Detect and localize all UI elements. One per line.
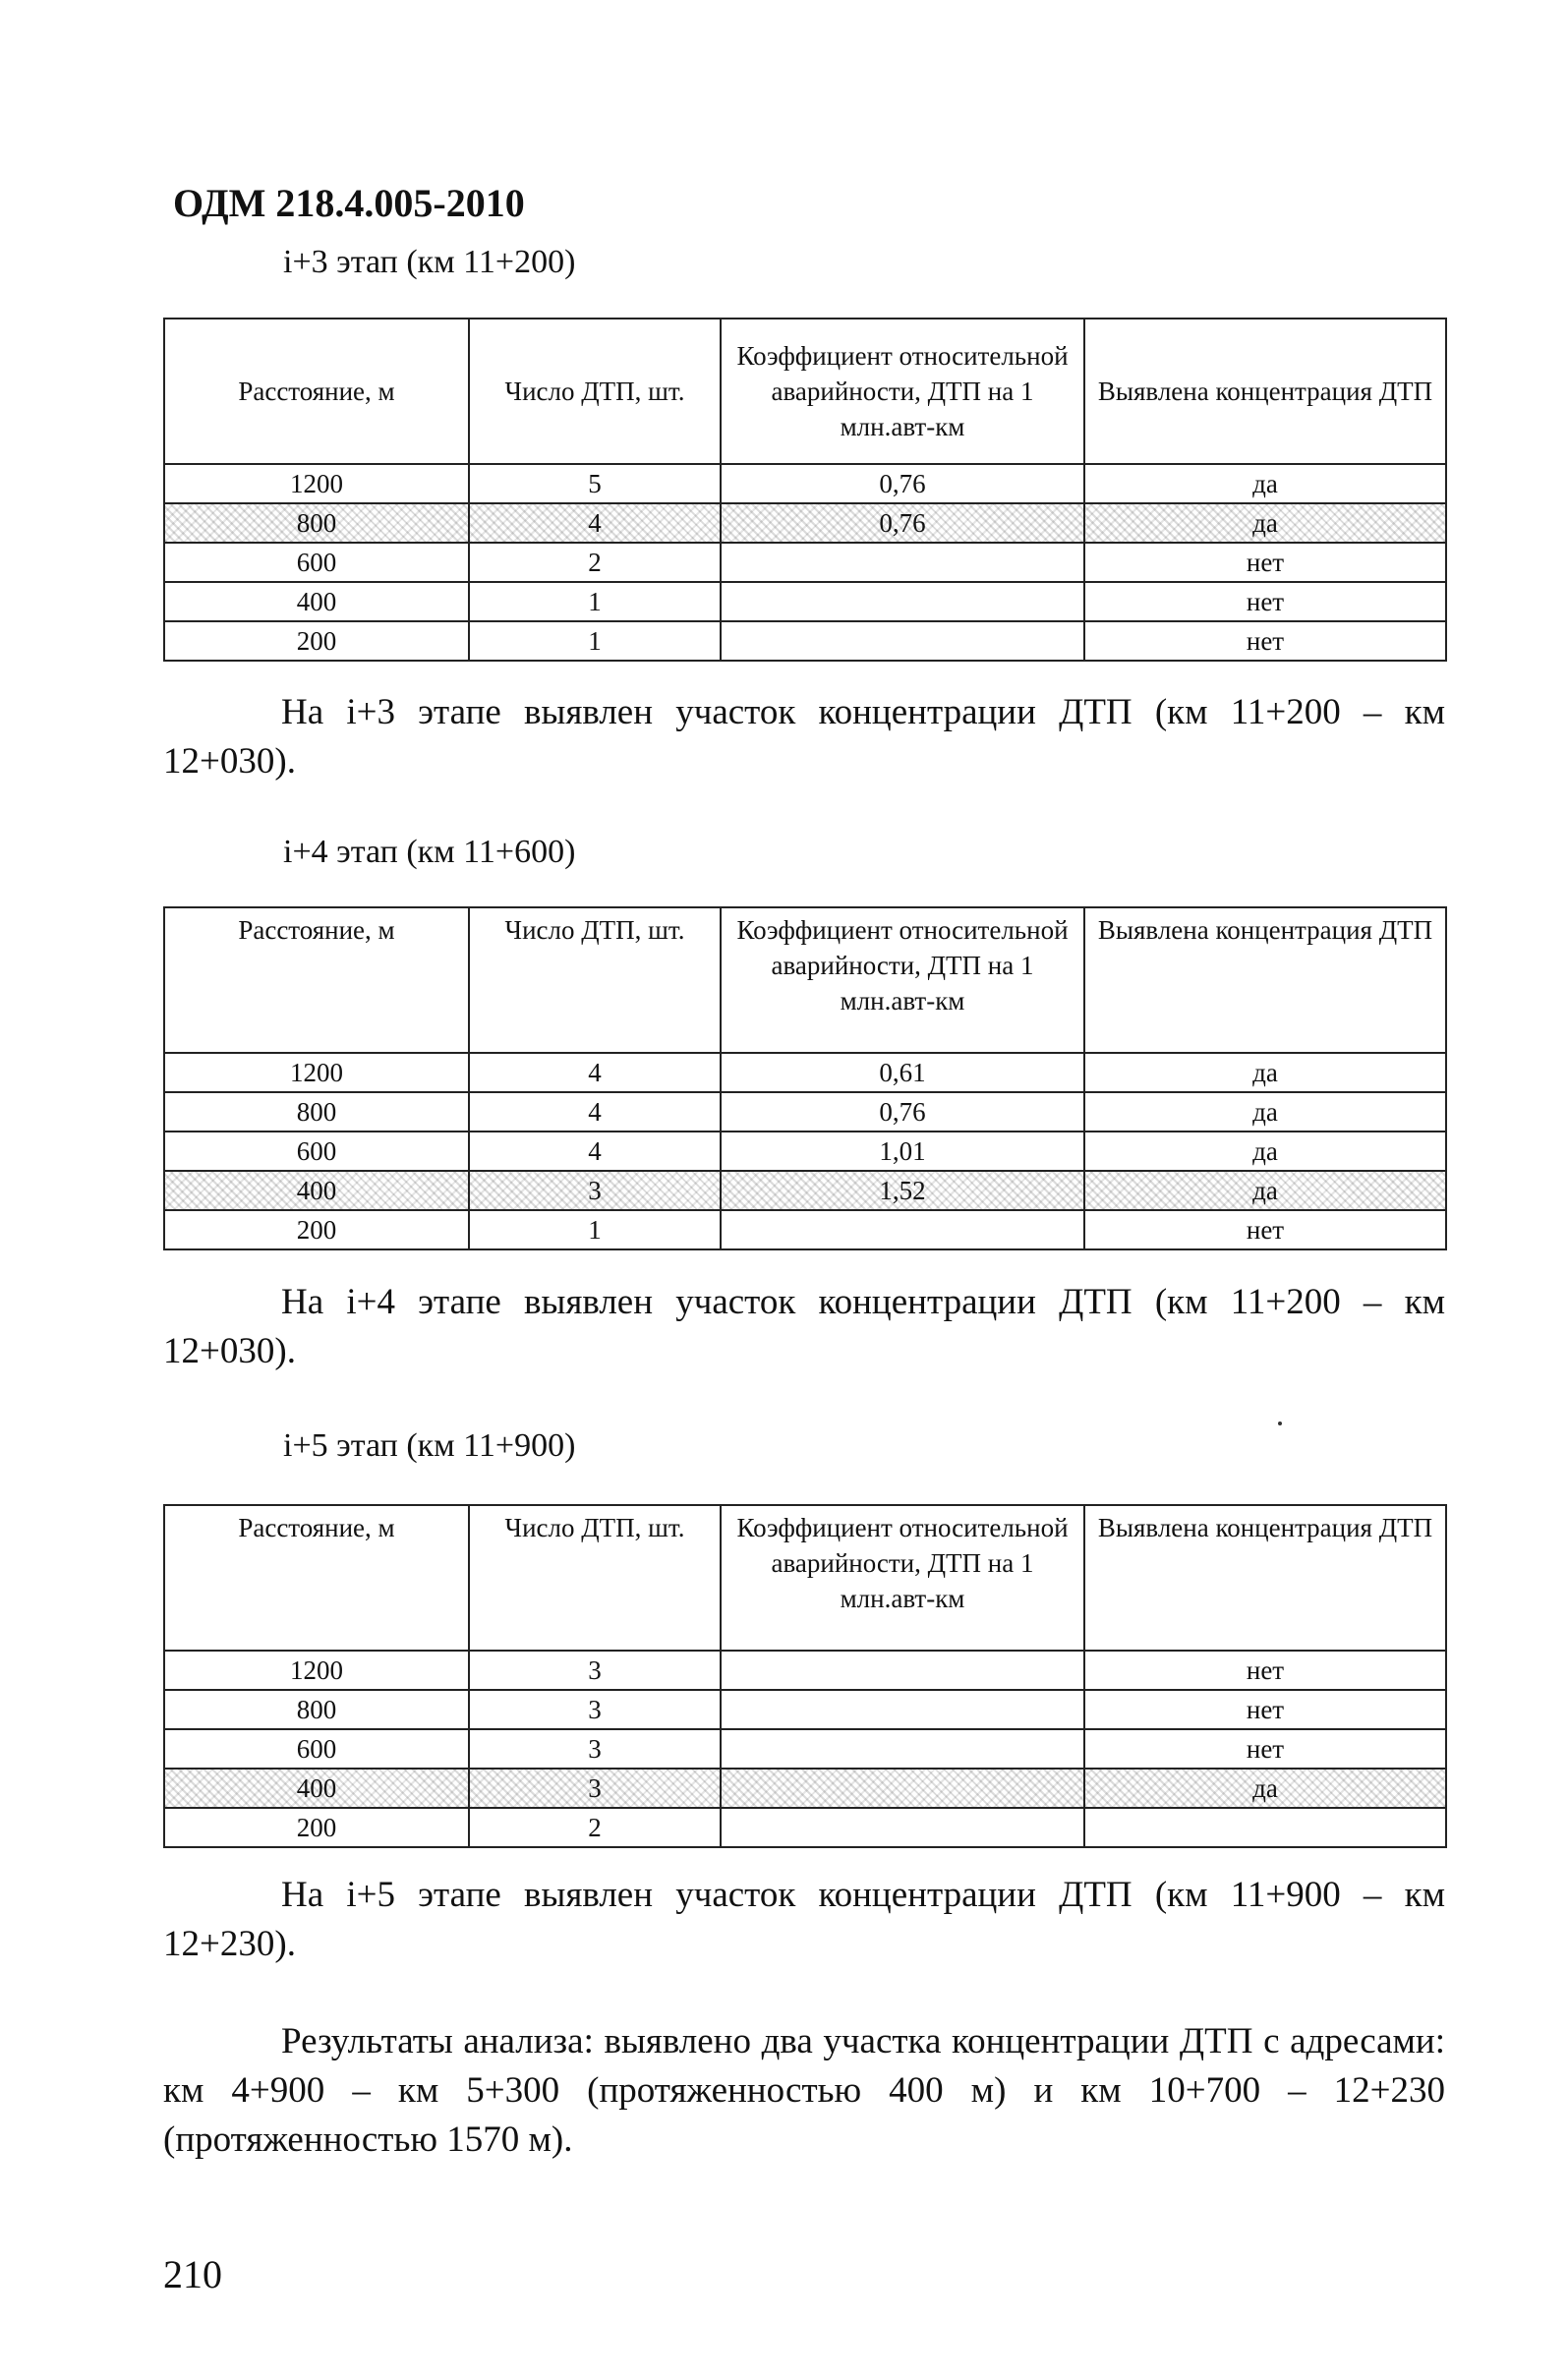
table-row (164, 543, 1446, 582)
col-header-coefficient: Коэффициент относительной аварийности, ДТП на 1 млн.авт-км (721, 1505, 1084, 1651)
cell-count: 1 (469, 582, 721, 621)
col-header-count: Число ДТП, шт. (469, 907, 721, 1053)
cell-count: 3 (469, 1729, 721, 1769)
cell-coefficient (721, 1729, 1084, 1769)
cell-count: 3 (469, 1651, 721, 1690)
cell-concentration: нет (1084, 1210, 1446, 1249)
table-row (164, 1132, 1446, 1171)
cell-concentration: нет (1084, 543, 1446, 582)
cell-distance: 200 (164, 1808, 469, 1847)
cell-coefficient: 0,76 (721, 503, 1084, 543)
cell-distance: 600 (164, 1729, 469, 1769)
page-number: 210 (163, 2252, 222, 2296)
table-row (164, 621, 1446, 661)
table-stage-i4 (163, 906, 1447, 1250)
table-row (164, 1729, 1446, 1769)
col-header-distance: Расстояние, м (164, 907, 469, 1053)
cell-distance: 1200 (164, 464, 469, 503)
cell-coefficient: 1,52 (721, 1171, 1084, 1210)
table-row-highlighted (164, 1171, 1446, 1210)
cell-count: 4 (469, 1132, 721, 1171)
cell-concentration: да (1084, 464, 1446, 503)
cell-concentration: нет (1084, 1651, 1446, 1690)
cell-concentration: да (1084, 1092, 1446, 1132)
col-header-distance: Расстояние, м (164, 319, 469, 464)
table-row (164, 1092, 1446, 1132)
stage-title-i5: i+5 этап (км 11+900) (283, 1427, 576, 1464)
cell-count: 4 (469, 1053, 721, 1092)
stage-title-i4: i+4 этап (км 11+600) (283, 834, 576, 870)
cell-concentration: да (1084, 1053, 1446, 1092)
cell-coefficient (721, 1808, 1084, 1847)
cell-coefficient: 0,76 (721, 1092, 1084, 1132)
col-header-concentration: Выявлена концентрация ДТП (1084, 907, 1446, 1053)
col-header-concentration: Выявлена концентрация ДТП (1084, 319, 1446, 464)
table-row (164, 1651, 1446, 1690)
cell-distance: 400 (164, 1171, 469, 1210)
table-row (164, 1690, 1446, 1729)
analysis-results: Результаты анализа: выявлено два участка концентрации ДТП с адресами: км 4+900 – км 5+300 (протяженностью 400 м) и км 10+700 – 12+230 (протяженностью 1570 м). (163, 2021, 1445, 2160)
table-stage-i3 (163, 318, 1447, 662)
cell-concentration: нет (1084, 1690, 1446, 1729)
col-header-coefficient: Коэффициент относительной аварийности, ДТП на 1 млн.авт-км (721, 319, 1084, 464)
table-row (164, 1053, 1446, 1092)
cell-coefficient: 0,76 (721, 464, 1084, 503)
cell-count: 2 (469, 1808, 721, 1847)
cell-coefficient: 0,61 (721, 1053, 1084, 1092)
cell-concentration: да (1084, 1171, 1446, 1210)
scan-speck (1278, 1422, 1282, 1425)
cell-concentration: да (1084, 1769, 1446, 1808)
table-row (164, 1210, 1446, 1249)
cell-distance: 400 (164, 1769, 469, 1808)
cell-distance: 200 (164, 1210, 469, 1249)
col-header-count: Число ДТП, шт. (469, 1505, 721, 1651)
table-row-highlighted (164, 1769, 1446, 1808)
conclusion-i3: На i+3 этапе выявлен участок концентрации ДТП (км 11+200 – км 12+030). (163, 692, 1445, 782)
cell-count: 5 (469, 464, 721, 503)
cell-concentration: да (1084, 503, 1446, 543)
cell-distance: 400 (164, 582, 469, 621)
cell-count: 1 (469, 621, 721, 661)
cell-coefficient (721, 543, 1084, 582)
cell-distance: 600 (164, 543, 469, 582)
table-row (164, 464, 1446, 503)
cell-coefficient (721, 1690, 1084, 1729)
cell-distance: 800 (164, 503, 469, 543)
cell-count: 3 (469, 1690, 721, 1729)
col-header-count: Число ДТП, шт. (469, 319, 721, 464)
cell-distance: 200 (164, 621, 469, 661)
cell-distance: 1200 (164, 1651, 469, 1690)
cell-count: 1 (469, 1210, 721, 1249)
cell-coefficient (721, 1769, 1084, 1808)
cell-count: 3 (469, 1769, 721, 1808)
col-header-concentration: Выявлена концентрация ДТП (1084, 1505, 1446, 1651)
cell-concentration: нет (1084, 621, 1446, 661)
cell-concentration (1084, 1808, 1446, 1847)
cell-count: 4 (469, 503, 721, 543)
cell-count: 2 (469, 543, 721, 582)
stage-title-i3: i+3 этап (км 11+200) (283, 244, 576, 280)
conclusion-i4: На i+4 этапе выявлен участок концентрации ДТП (км 11+200 – км 12+030). (163, 1282, 1445, 1371)
col-header-distance: Расстояние, м (164, 1505, 469, 1651)
table-row (164, 1808, 1446, 1847)
cell-concentration: нет (1084, 1729, 1446, 1769)
table-row-highlighted (164, 503, 1446, 543)
cell-distance: 1200 (164, 1053, 469, 1092)
cell-coefficient (721, 1210, 1084, 1249)
table-row (164, 582, 1446, 621)
cell-count: 4 (469, 1092, 721, 1132)
conclusion-i5: На i+5 этапе выявлен участок концентрации ДТП (км 11+900 – км 12+230). (163, 1875, 1445, 1964)
cell-distance: 800 (164, 1092, 469, 1132)
table-stage-i5 (163, 1504, 1447, 1848)
document-code: ОДМ 218.4.005-2010 (173, 181, 525, 225)
cell-distance: 600 (164, 1132, 469, 1171)
cell-concentration: да (1084, 1132, 1446, 1171)
cell-coefficient (721, 1651, 1084, 1690)
cell-distance: 800 (164, 1690, 469, 1729)
cell-count: 3 (469, 1171, 721, 1210)
cell-concentration: нет (1084, 582, 1446, 621)
col-header-coefficient: Коэффициент относительной аварийности, ДТП на 1 млн.авт-км (721, 907, 1084, 1053)
cell-coefficient (721, 582, 1084, 621)
cell-coefficient: 1,01 (721, 1132, 1084, 1171)
cell-coefficient (721, 621, 1084, 661)
